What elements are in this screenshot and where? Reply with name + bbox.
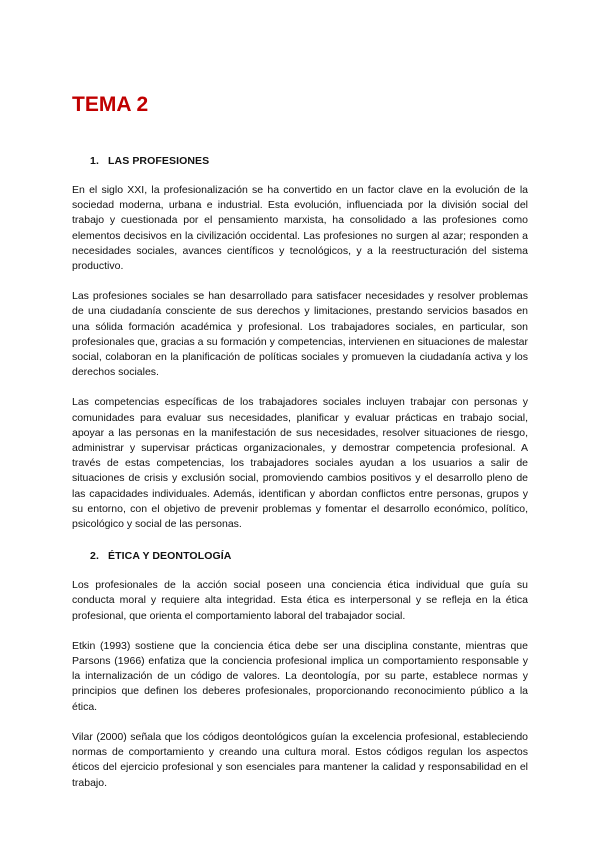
paragraph: En el siglo XXI, la profesionalización se ha convertido en un factor clave en la evolución de la sociedad moderna, urbana e industrial. Esta evolución, influenciada por la división social del trabajo y cuestionada por el pensamiento marxista, ha consolidado a las profesiones como elementos decisivos en la civilización occidental. Las profesiones no surgen al azar; responden a necesidades sociales, avances científicos y tecnológicos, y a la reestructuración del sistema productivo. (72, 184, 528, 273)
paragraph: Etkin (1993) sostiene que la conciencia ética debe ser una disciplina constante, mientras que Parsons (1966) enfatiza que la conciencia profesional implica un comportamiento responsable y la internalización de un código de valores. La deontología, por su parte, establece normas y principios que definen los deberes profesionales, proporcionando reconocimiento público a la ética. (72, 639, 528, 713)
section-title: LAS PROFESIONES (108, 155, 210, 167)
section-heading (90, 549, 528, 563)
section-etica-deontologia (72, 549, 528, 790)
section-number: 2. (90, 550, 99, 563)
paragraph: Las competencias específicas de los trabajadores sociales incluyen trabajar con personas y comunidades para evaluar sus necesidades, planificar y evaluar prácticas en trabajo social, apoyar a las personas en la manifestación de sus necesidades, resolver situaciones de riesgo, administrar y supervisar prácticas organizacionales, y demostrar competencia profesional. A través de estas competencias, los trabajadores sociales ayudan a los usuarios a salir de situaciones de crisis y exclusión social, promoviendo cambios positivos y el desarrollo pleno de las capacidades individuales. Además, identifican y abordan conflictos entre personas, grupos y su entorno, con el objetivo de prevenir problemas y fomentar el desarrollo económico, político, psicológico y social de las personas. (72, 396, 528, 531)
section-number: 1. (90, 155, 99, 167)
page-title: TEMA 2 (72, 93, 149, 116)
paragraph: Los profesionales de la acción social poseen una conciencia ética individual que guía su conducta moral y requiere alta integridad. Esta ética es interpersonal y se refleja en la ética profesional, que orienta el comportamiento laboral del trabajador social. (72, 579, 528, 622)
section-title: ÉTICA Y DEONTOLOGÍA (108, 550, 232, 563)
section-las-profesiones (72, 154, 528, 532)
paragraph: Vilar (2000) señala que los códigos deontológicos guían la excelencia profesional, estableciendo normas de comportamiento y creando una cultura moral. Estos códigos regulan los aspectos éticos del ejercicio profesional y son esenciales para mantener la calidad y responsabilidad en el trabajo. (72, 730, 528, 789)
paragraph: Las profesiones sociales se han desarrollado para satisfacer necesidades y resolver problemas de una ciudadanía consciente de sus derechos y limitaciones, prestando servicios basados en una sólida formación académica y profesional. Los trabajadores sociales, en particular, son profesionales que, gracias a su formación y competencias, intervienen en situaciones de malestar social, colaboran en la planificación de políticas sociales y promueven la ciudadanía activa y los derechos sociales. (72, 290, 528, 379)
section-heading (90, 154, 528, 168)
